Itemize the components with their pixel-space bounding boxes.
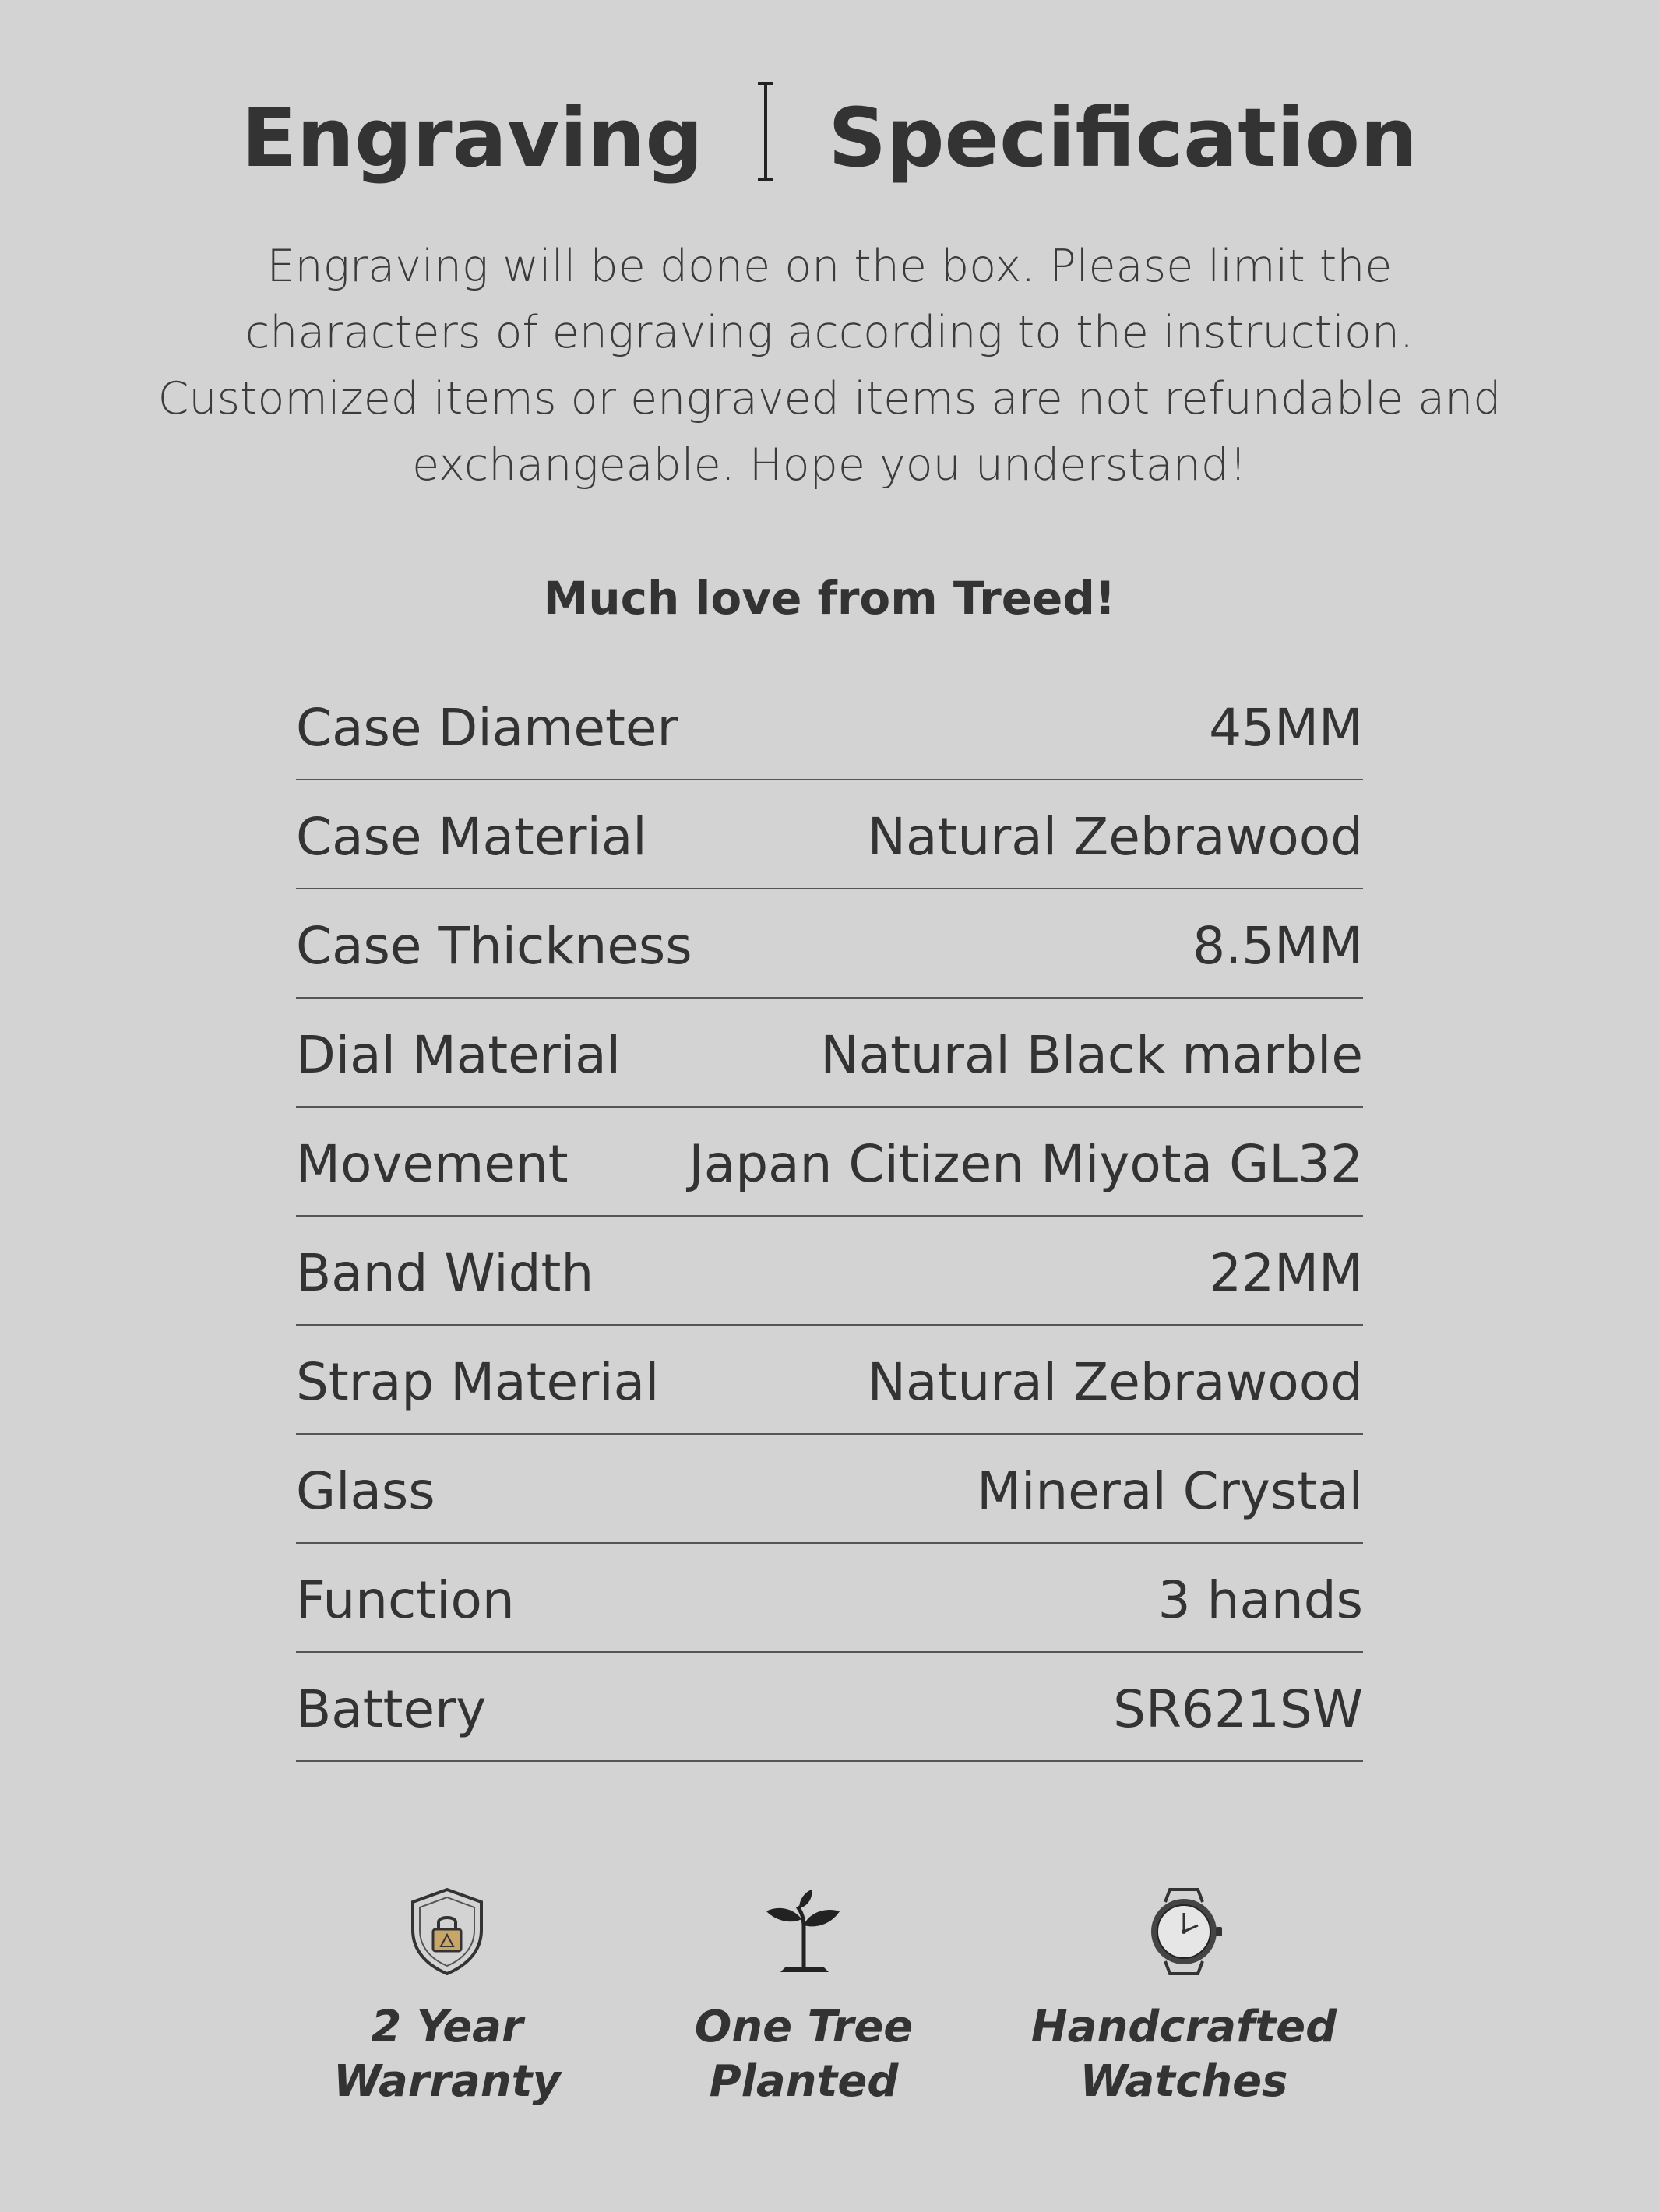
title-separator bbox=[758, 82, 773, 181]
tree-sprout-icon bbox=[757, 1885, 851, 1978]
feature-warranty bbox=[276, 1885, 618, 2109]
feature-label: 2 Year Warranty bbox=[333, 2002, 561, 2107]
spec-value: Natural Zebrawood bbox=[867, 1351, 1363, 1412]
spec-table bbox=[296, 671, 1363, 1762]
spec-value: Natural Zebrawood bbox=[867, 806, 1363, 867]
spec-label: Function bbox=[296, 1569, 515, 1630]
spec-row-function bbox=[296, 1544, 1363, 1653]
feature-tree bbox=[632, 1885, 975, 2109]
feature-handcrafted bbox=[1013, 1885, 1355, 2109]
title-specification: Specification bbox=[828, 90, 1418, 185]
spec-label: Movement bbox=[296, 1133, 569, 1194]
spec-label: Dial Material bbox=[296, 1024, 622, 1085]
signoff-text: Much love from Treed! bbox=[543, 572, 1116, 625]
spec-row-dial-material bbox=[296, 999, 1363, 1108]
spec-value: Mineral Crystal bbox=[977, 1460, 1363, 1521]
spec-value: 22MM bbox=[1209, 1242, 1363, 1303]
title-engraving: Engraving bbox=[241, 90, 703, 185]
spec-value: 8.5MM bbox=[1192, 915, 1363, 976]
spec-value: 45MM bbox=[1209, 697, 1363, 758]
spec-label: Glass bbox=[296, 1460, 435, 1521]
engraving-notice: Engraving will be done on the box. Please limit the characters of engraving according to the instruction. Customized items or engraved items are not refundable and exchangeable. Hope you understand! bbox=[157, 241, 1502, 491]
spec-label: Band Width bbox=[296, 1242, 594, 1303]
spec-row-glass bbox=[296, 1435, 1363, 1544]
feature-label: Handcrafted Watches bbox=[1030, 2002, 1337, 2107]
spec-row-case-material bbox=[296, 780, 1363, 889]
spec-value: Japan Citizen Miyota GL32 bbox=[689, 1133, 1363, 1194]
spec-row-case-diameter bbox=[296, 671, 1363, 780]
spec-row-case-thickness bbox=[296, 889, 1363, 999]
shield-lock-icon bbox=[400, 1885, 494, 1978]
spec-label: Case Thickness bbox=[296, 915, 692, 976]
spec-label: Case Diameter bbox=[296, 697, 678, 758]
feature-badges bbox=[0, 1885, 1659, 2119]
spec-row-movement bbox=[296, 1108, 1363, 1217]
feature-label: One Tree Planted bbox=[694, 2002, 914, 2107]
spec-label: Case Material bbox=[296, 806, 647, 867]
spec-row-battery bbox=[296, 1653, 1363, 1762]
spec-value: SR621SW bbox=[1113, 1678, 1363, 1739]
spec-value: 3 hands bbox=[1157, 1569, 1363, 1630]
spec-label: Battery bbox=[296, 1678, 487, 1739]
spec-label: Strap Material bbox=[296, 1351, 660, 1412]
spec-row-strap-material bbox=[296, 1326, 1363, 1435]
wristwatch-icon bbox=[1137, 1885, 1231, 1978]
spec-value: Natural Black marble bbox=[820, 1024, 1363, 1085]
spec-row-band-width bbox=[296, 1217, 1363, 1326]
page-title bbox=[0, 82, 1659, 192]
